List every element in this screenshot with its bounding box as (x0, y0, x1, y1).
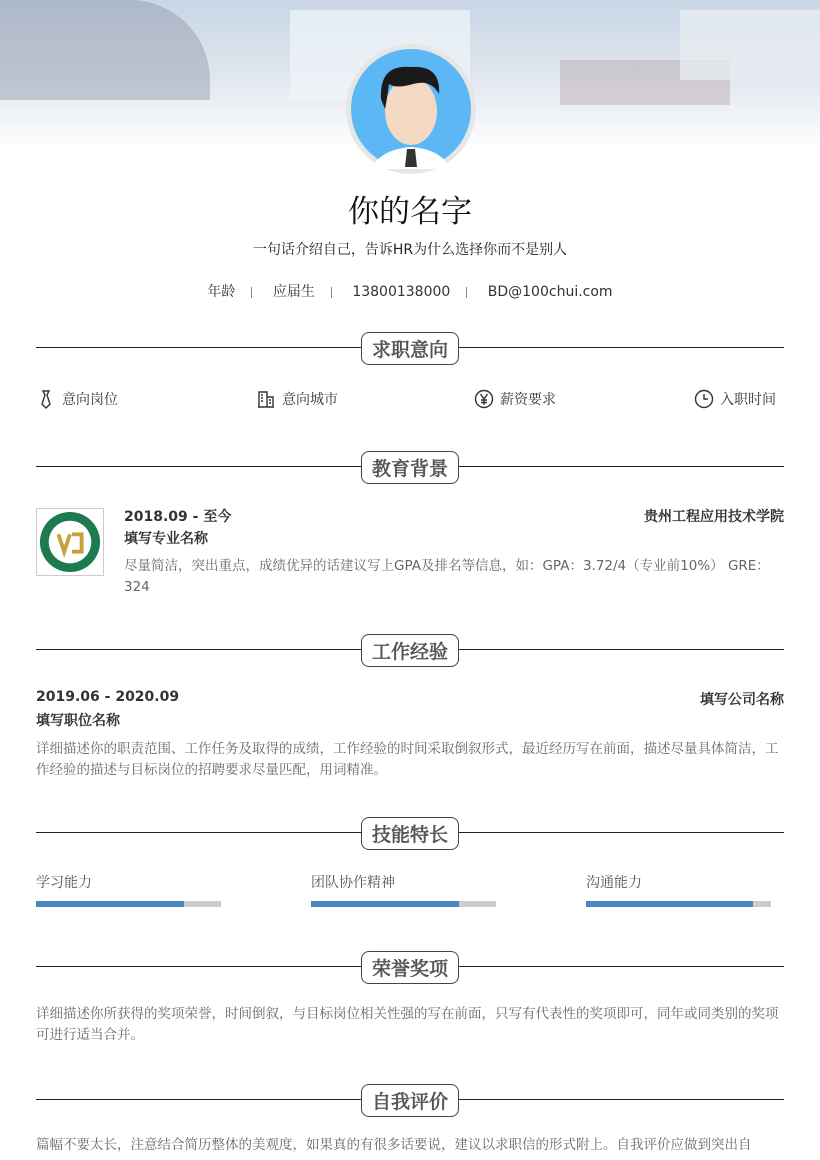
skill-label: 学习能力 (36, 875, 92, 891)
section-education (36, 451, 784, 483)
skill-label: 沟通能力 (586, 875, 642, 891)
status: 应届生 (272, 284, 315, 300)
email: BD@100chui.com (487, 284, 613, 300)
section-title: 教育背景 (361, 451, 459, 484)
intent-label: 入职时间 (720, 392, 776, 408)
intent-label: 意向城市 (282, 392, 338, 408)
edu-period: 2018.09 - 至今 (124, 509, 232, 525)
section-self (36, 1084, 784, 1116)
section-title: 技能特长 (361, 817, 459, 850)
tie-icon (36, 389, 56, 409)
section-title: 工作经验 (361, 634, 459, 667)
skill-bar (311, 901, 496, 907)
intent-city (256, 389, 338, 409)
phone: 13800138000 (352, 284, 451, 300)
work-period: 2019.06 - 2020.09 (36, 689, 180, 705)
intent-label: 薪资要求 (500, 392, 556, 408)
avatar (346, 44, 476, 174)
intent-position (36, 389, 118, 409)
school-logo (36, 508, 104, 576)
skill-bar-fill (36, 901, 184, 907)
building-icon (256, 389, 276, 409)
section-title: 求职意向 (361, 332, 459, 365)
work-position: 填写职位名称 (36, 713, 120, 729)
skill-bar (36, 901, 221, 907)
section-work (36, 634, 784, 666)
edu-desc: 尽量简洁，突出重点，成绩优异的话建议写上GPA及排名等信息，如：GPA：3.72/4（专业前10%） GRE：324 (124, 558, 770, 595)
skill-bar-fill (311, 901, 459, 907)
contact-info (0, 281, 820, 301)
candidate-name: 你的名字 (348, 194, 472, 230)
work-company: 填写公司名称 (700, 692, 784, 708)
section-honors (36, 951, 784, 983)
work-desc: 详细描述你的职责范围、工作任务及取得的成绩，工作经验的时间采取倒叙形式，最近经历写在前面，描述尽量具体简洁，工作经验的描述与目标岗位的招聘要求尽量匹配，用词精准。 (36, 741, 779, 778)
intro-line: 一句话介绍自己，告诉HR为什么选择你而不是别人 (252, 242, 568, 258)
skill-bar (586, 901, 771, 907)
self-desc: 篇幅不要太长，注意结合简历整体的美观度，如果真的有很多话要说，建议以求职信的形式附上。自我评价应做到突出自 (36, 1137, 752, 1153)
yen-icon (474, 389, 494, 409)
section-title: 自我评价 (361, 1084, 459, 1117)
section-skills (36, 817, 784, 849)
age: 年龄 (207, 284, 236, 300)
section-intent (36, 332, 784, 364)
edu-school: 贵州工程应用技术学院 (644, 509, 784, 525)
intent-label: 意向岗位 (62, 392, 118, 408)
intent-salary (474, 389, 556, 409)
edu-major: 填写专业名称 (124, 531, 208, 547)
section-title: 荣誉奖项 (361, 951, 459, 984)
intent-start-time (694, 389, 776, 409)
skill-bar-fill (586, 901, 753, 907)
skill-label: 团队协作精神 (311, 875, 395, 891)
clock-icon (694, 389, 714, 409)
honors-desc: 详细描述你所获得的奖项荣誉，时间倒叙，与目标岗位相关性强的写在前面，只写有代表性的奖项即可，同年或同类别的奖项可进行适当合并。 (36, 1006, 779, 1043)
